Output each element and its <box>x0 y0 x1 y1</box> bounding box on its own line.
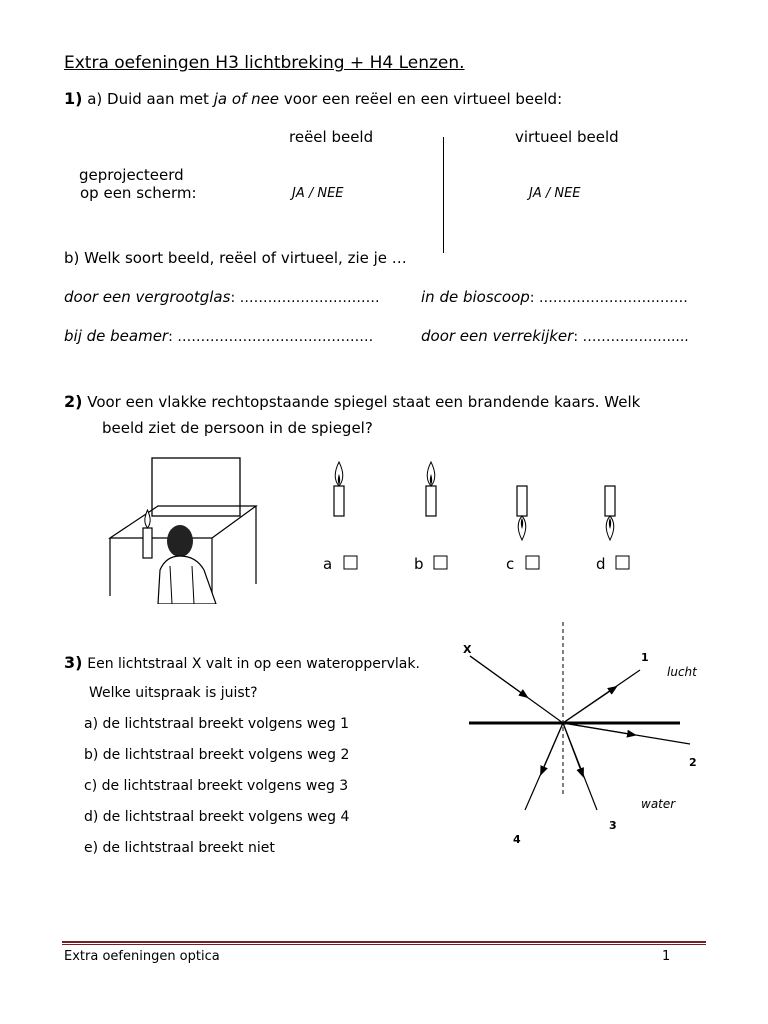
path-3-arrow <box>563 723 583 776</box>
q2-number: 2) <box>64 392 83 411</box>
q2-text-2: beeld ziet de persoon in de spiegel? <box>102 419 373 437</box>
q1-number: 1) <box>64 89 83 108</box>
option-a-candle <box>334 462 344 516</box>
q3-answer-e[interactable]: e) de lichtstraal breekt niet <box>84 840 275 856</box>
q3-line-1 <box>64 653 420 672</box>
q1-row-label-2: op een scherm: <box>80 184 197 202</box>
option-d-candle <box>605 486 615 540</box>
q1-table-divider <box>443 137 444 253</box>
q1-item-3-answer[interactable]: : …………………………………… <box>168 329 374 345</box>
q1-part-a-prefix: a) Duid aan met <box>87 90 214 108</box>
option-b-candle <box>426 462 436 516</box>
q2-illustration <box>108 446 648 604</box>
q1-item-3 <box>64 327 373 345</box>
q1-part-a-suffix: voor een reëel en een virtueel beeld: <box>279 90 563 108</box>
option-a-label: a <box>323 555 333 573</box>
q1-item-1-label: door een vergrootglas <box>64 288 231 306</box>
option-a-checkbox[interactable] <box>344 556 357 569</box>
q1-part-a <box>64 89 562 108</box>
q1-part-a-italic: ja of nee <box>213 90 280 108</box>
footer-rule-thin <box>62 944 706 945</box>
path-3-label: 3 <box>609 819 617 832</box>
q3-text: Een lichtstraal X valt in op een wateroppervlak. <box>87 656 420 672</box>
option-d-checkbox[interactable] <box>616 556 629 569</box>
path-4-label: 4 <box>513 833 521 846</box>
q3-number: 3) <box>64 653 83 672</box>
option-b-checkbox[interactable] <box>434 556 447 569</box>
q1-item-3-label: bij de beamer <box>64 327 169 345</box>
q1-item-1-answer[interactable]: : ………………………… <box>230 290 380 306</box>
incident-ray-arrow <box>470 656 527 697</box>
q3-answer-c[interactable]: c) de lichtstraal breekt volgens weg 3 <box>84 778 349 794</box>
q1-col-virtual: virtueel beeld <box>515 128 619 146</box>
mirror-shape <box>152 458 240 516</box>
path-1-label: 1 <box>641 651 649 664</box>
q1-answer-virtual[interactable]: JA / NEE <box>529 186 581 201</box>
medium-top-label: lucht <box>667 665 697 679</box>
q1-part-b: b) Welk soort beeld, reëel of virtueel, zie je … <box>64 249 407 267</box>
q1-item-2-answer[interactable]: : ……………………..…… <box>529 290 688 306</box>
q1-item-1 <box>64 288 380 306</box>
q3-question: Welke uitspraak is juist? <box>89 685 258 701</box>
option-b-label: b <box>414 555 424 573</box>
option-c-candle <box>517 486 527 540</box>
path-4-arrow <box>541 723 563 774</box>
path-2-arrow <box>563 723 635 735</box>
q3-answer-a[interactable]: a) de lichtstraal breekt volgens weg 1 <box>84 716 350 732</box>
option-d-label: d <box>596 555 606 573</box>
path-2-label: 2 <box>689 756 697 769</box>
q1-item-4 <box>421 327 689 345</box>
refraction-diagram <box>455 620 730 855</box>
option-c-label: c <box>506 555 515 573</box>
footer-rule <box>62 941 706 943</box>
footer-text: Extra oefeningen optica <box>64 949 220 964</box>
ray-x-label: X <box>463 643 472 656</box>
q2-line-1 <box>64 392 640 411</box>
q1-row-label-1: geprojecteerd <box>79 166 184 184</box>
person-figure <box>158 525 216 604</box>
q1-item-4-answer[interactable]: : ………………..... <box>573 329 689 345</box>
medium-bottom-label: water <box>641 797 676 811</box>
q3-answer-b[interactable]: b) de lichtstraal breekt volgens weg 2 <box>84 747 350 763</box>
path-1-arrow <box>563 687 616 723</box>
q1-col-real: reëel beeld <box>289 128 374 146</box>
page-title: Extra oefeningen H3 lichtbreking + H4 Lenzen. <box>64 53 465 73</box>
q1-answer-real[interactable]: JA / NEE <box>292 186 344 201</box>
q1-item-2-label: in de bioscoop <box>421 288 530 306</box>
q2-text-1: Voor een vlakke rechtopstaande spiegel staat een brandende kaars. Welk <box>87 393 641 411</box>
q1-item-2 <box>421 288 688 306</box>
option-c-checkbox[interactable] <box>526 556 539 569</box>
q1-item-4-label: door een verrekijker <box>421 327 574 345</box>
q3-answer-d[interactable]: d) de lichtstraal breekt volgens weg 4 <box>84 809 350 825</box>
candle-on-table <box>143 510 152 558</box>
page-number: 1 <box>662 949 671 964</box>
